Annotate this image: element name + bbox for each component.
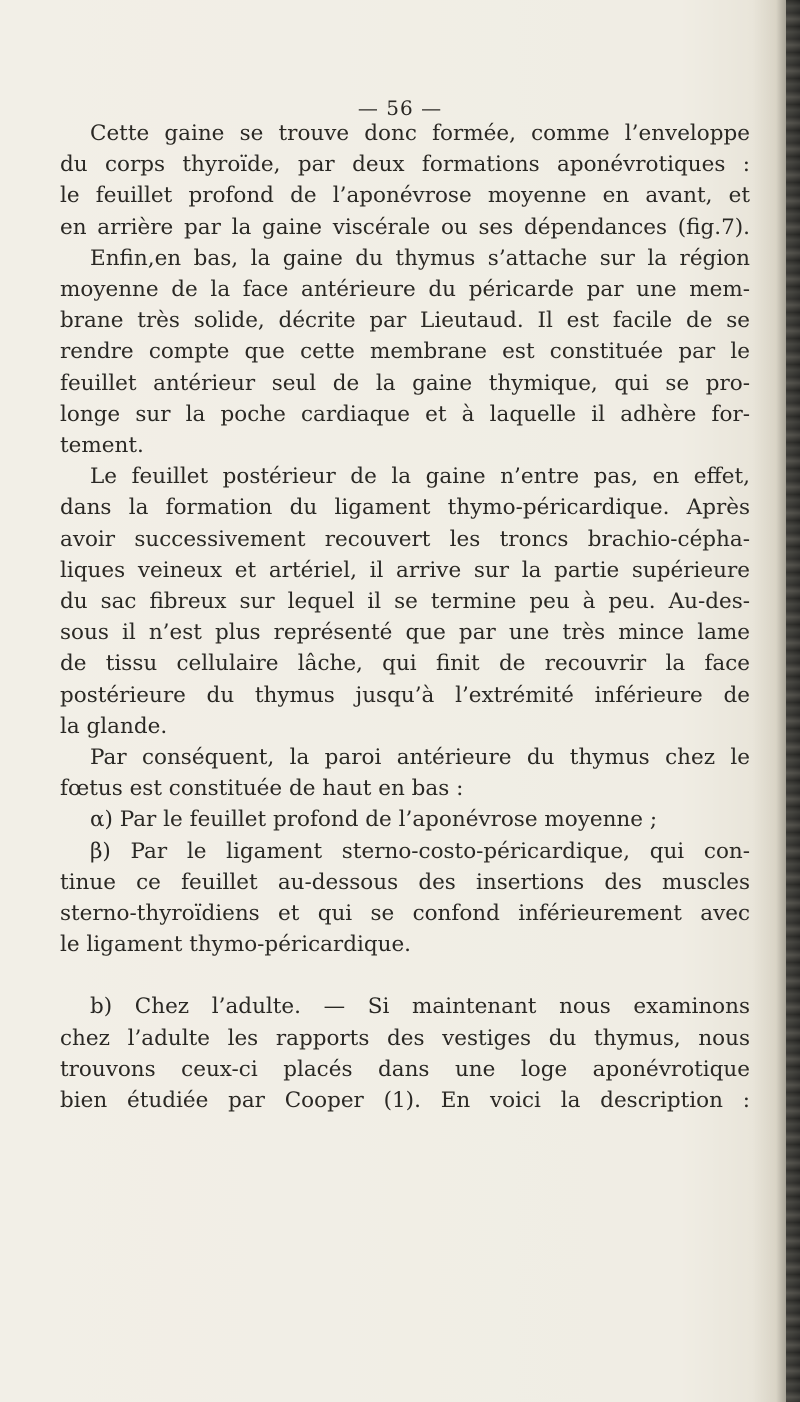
body-text (60, 118, 750, 1116)
text-line: moyenne de la face antérieure du péricarde par une mem- (60, 277, 750, 303)
text-line: le feuillet profond de l’aponévrose moyenne en avant, et (60, 183, 750, 209)
text-line: le ligament thymo-péricardique. (60, 932, 412, 958)
text-line: liques veineux et artériel, il arrive sur la partie supérieure (60, 557, 750, 583)
text-line: fœtus est constituée de haut en bas : (60, 776, 464, 802)
text-line: Enfin,en bas, la gaine du thymus s’attache sur la région (90, 245, 750, 271)
text-line: tinue ce feuillet au-dessous des insertions des muscles (60, 869, 750, 895)
text-line: brane très solide, décrite par Lieutaud. Il est facile de se (60, 308, 750, 334)
text-line: Par conséquent, la paroi antérieure du thymus chez le (90, 745, 750, 771)
text-line: du sac fibreux sur lequel il se termine peu à peu. Au-des- (60, 589, 750, 615)
page-number: — 56 — (357, 96, 443, 120)
text-line: du corps thyroïde, par deux formations aponévrotiques : (60, 152, 750, 178)
text-line: α) Par le feuillet profond de l’aponévrose moyenne ; (90, 807, 658, 833)
text-line: avoir successivement recouvert les troncs brachio-cépha- (60, 526, 750, 552)
text-line: β) Par le ligament sterno-costo-péricardique, qui con- (90, 838, 750, 864)
text-line: longe sur la poche cardiaque et à laquelle il adhère for- (60, 401, 750, 427)
text-line: de tissu cellulaire lâche, qui finit de recouvrir la face (60, 651, 750, 677)
text-line: trouvons ceux-ci placés dans une loge aponévrotique (60, 1056, 750, 1082)
page-edge-shadow (786, 0, 800, 1402)
paragraph-gap (60, 960, 750, 991)
text-line: rendre compte que cette membrane est constituée par le (60, 339, 750, 365)
text-line: b) Chez l’adulte. — Si maintenant nous examinons (90, 994, 750, 1020)
text-line: sous il n’est plus représenté que par une très mince lame (60, 620, 750, 646)
text-line: la glande. (60, 713, 168, 739)
text-line: Cette gaine se trouve donc formée, comme l’enveloppe (90, 121, 750, 146)
text-line: sterno-thyroïdiens et qui se confond inférieurement avec (60, 901, 750, 927)
text-line: chez l’adulte les rapports des vestiges du thymus, nous (60, 1025, 750, 1051)
text-line: postérieure du thymus jusqu’à l’extrémité inférieure de (60, 682, 750, 708)
text-line: bien étudiée par Cooper (1). En voici la description : (60, 1088, 750, 1114)
text-line: dans la formation du ligament thymo-péricardique. Après (60, 495, 750, 521)
text-line: en arrière par la gaine viscérale ou ses dépendances (fig.7). (60, 214, 750, 240)
text-line: tement. (60, 433, 144, 459)
text-line: feuillet antérieur seul de la gaine thymique, qui se pro- (60, 370, 750, 396)
text-line: Le feuillet postérieur de la gaine n’entre pas, en effet, (90, 464, 750, 490)
